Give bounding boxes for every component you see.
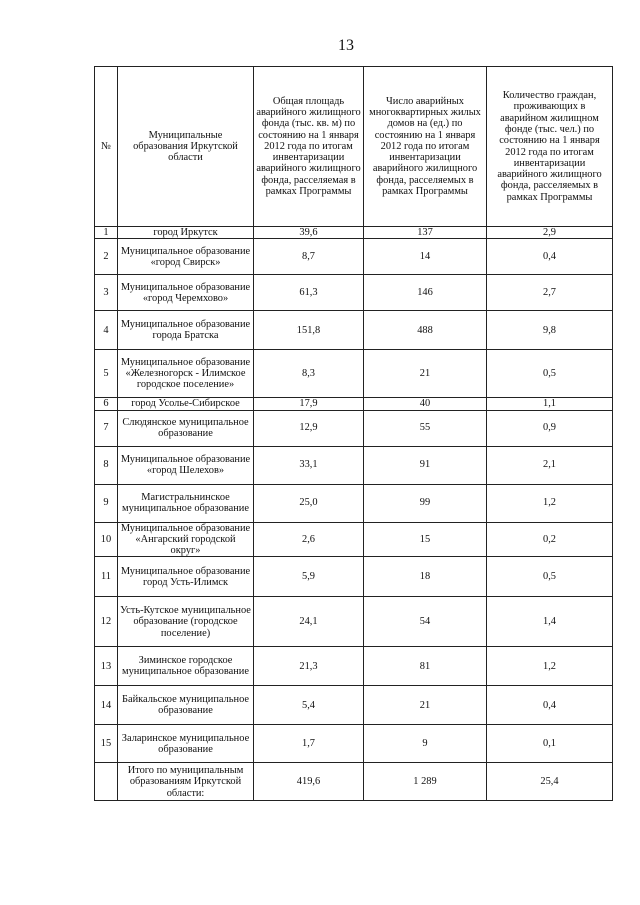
table-row <box>95 686 613 725</box>
header-number: № <box>95 67 118 227</box>
row-houses: 146 <box>364 275 487 311</box>
row-area: 5,4 <box>254 686 364 725</box>
row-area: 5,9 <box>254 557 364 597</box>
row-municipality: Муниципальное образование город Усть-Илимск <box>118 557 254 597</box>
row-number: 11 <box>95 557 118 597</box>
row-area: 33,1 <box>254 446 364 484</box>
row-municipality: город Иркутск <box>118 227 254 239</box>
table-row <box>95 410 613 446</box>
row-houses: 21 <box>364 686 487 725</box>
row-houses: 54 <box>364 597 487 647</box>
table-row <box>95 484 613 522</box>
row-houses: 9 <box>364 725 487 763</box>
row-area: 8,3 <box>254 350 364 398</box>
row-municipality: Муниципальное образование «Ангарский городской округ» <box>118 522 254 557</box>
row-houses: 99 <box>364 484 487 522</box>
table-row <box>95 239 613 275</box>
header-area: Общая площадь аварийного жилищного фонда (тыс. кв. м) по состоянию на 1 января 2012 года по итогам инвентаризации аварийного жилищного фонда, расселяемая в рамках Программы <box>254 67 364 227</box>
row-people: 1,2 <box>487 647 613 686</box>
total-houses: 1 289 <box>364 763 487 801</box>
row-people: 2,1 <box>487 446 613 484</box>
row-municipality: Муниципальное образование «Железногорск - Илимское городское поселение» <box>118 350 254 398</box>
row-houses: 14 <box>364 239 487 275</box>
row-people: 2,9 <box>487 227 613 239</box>
row-area: 1,7 <box>254 725 364 763</box>
row-houses: 137 <box>364 227 487 239</box>
header-houses: Число аварийных многоквартирных жилых домов на (ед.) по состоянию на 1 января 2012 года по итогам инвентаризации аварийного жилищного фонда, расселяемых в рамках Программы <box>364 67 487 227</box>
row-number: 1 <box>95 227 118 239</box>
row-area: 2,6 <box>254 522 364 557</box>
emergency-housing-table <box>94 66 613 801</box>
row-number: 3 <box>95 275 118 311</box>
header-people: Количество граждан, проживающих в аварийном жилищном фонде (тыс. чел.) по состоянию на 1 января 2012 года по итогам инвентаризации аварийного жилищного фонда, расселяемых в рамках Программы <box>487 67 613 227</box>
row-number: 4 <box>95 311 118 350</box>
row-houses: 81 <box>364 647 487 686</box>
table-row <box>95 446 613 484</box>
table-row <box>95 350 613 398</box>
table-row <box>95 597 613 647</box>
row-people: 0,9 <box>487 410 613 446</box>
table-row <box>95 725 613 763</box>
row-municipality: Усть-Кутское муниципальное образование (городское поселение) <box>118 597 254 647</box>
total-label: Итого по муниципальным образованиям Иркутской области: <box>118 763 254 801</box>
row-people: 0,1 <box>487 725 613 763</box>
row-number: 5 <box>95 350 118 398</box>
row-people: 1,4 <box>487 597 613 647</box>
row-people: 9,8 <box>487 311 613 350</box>
table-row <box>95 647 613 686</box>
row-area: 151,8 <box>254 311 364 350</box>
row-number: 9 <box>95 484 118 522</box>
table-total-row <box>95 763 613 801</box>
row-municipality: Муниципальное образование города Братска <box>118 311 254 350</box>
row-area: 61,3 <box>254 275 364 311</box>
row-area: 25,0 <box>254 484 364 522</box>
row-houses: 488 <box>364 311 487 350</box>
table-row <box>95 522 613 557</box>
total-area: 419,6 <box>254 763 364 801</box>
row-houses: 91 <box>364 446 487 484</box>
table-row <box>95 398 613 410</box>
row-number: 8 <box>95 446 118 484</box>
row-number: 12 <box>95 597 118 647</box>
row-number: 7 <box>95 410 118 446</box>
table-row <box>95 557 613 597</box>
row-people: 1,1 <box>487 398 613 410</box>
row-people: 0,4 <box>487 239 613 275</box>
row-municipality: город Усолье-Сибирское <box>118 398 254 410</box>
row-houses: 40 <box>364 398 487 410</box>
row-area: 17,9 <box>254 398 364 410</box>
row-number: 14 <box>95 686 118 725</box>
row-people: 0,4 <box>487 686 613 725</box>
row-municipality: Муниципальное образование «город Черемхово» <box>118 275 254 311</box>
row-number: 6 <box>95 398 118 410</box>
row-area: 24,1 <box>254 597 364 647</box>
row-municipality: Зиминское городское муниципальное образование <box>118 647 254 686</box>
table-row <box>95 275 613 311</box>
table-row <box>95 227 613 239</box>
row-number: 13 <box>95 647 118 686</box>
table-header-row <box>95 67 613 227</box>
row-area: 12,9 <box>254 410 364 446</box>
header-municipality: Муниципальные образования Иркутской области <box>118 67 254 227</box>
row-houses: 15 <box>364 522 487 557</box>
row-people: 0,5 <box>487 350 613 398</box>
row-municipality: Магистральнинское муниципальное образование <box>118 484 254 522</box>
row-houses: 21 <box>364 350 487 398</box>
row-municipality: Заларинское муниципальное образование <box>118 725 254 763</box>
row-people: 0,2 <box>487 522 613 557</box>
row-number: 15 <box>95 725 118 763</box>
row-people: 0,5 <box>487 557 613 597</box>
row-houses: 18 <box>364 557 487 597</box>
row-area: 21,3 <box>254 647 364 686</box>
row-houses: 55 <box>364 410 487 446</box>
row-municipality: Слюдянское муниципальное образование <box>118 410 254 446</box>
row-area: 8,7 <box>254 239 364 275</box>
row-municipality: Байкальское муниципальное образование <box>118 686 254 725</box>
total-number <box>95 763 118 801</box>
row-number: 2 <box>95 239 118 275</box>
row-people: 1,2 <box>487 484 613 522</box>
row-number: 10 <box>95 522 118 557</box>
row-municipality: Муниципальное образование «город Шелехов» <box>118 446 254 484</box>
total-people: 25,4 <box>487 763 613 801</box>
table-row <box>95 311 613 350</box>
row-area: 39,6 <box>254 227 364 239</box>
row-people: 2,7 <box>487 275 613 311</box>
row-municipality: Муниципальное образование «город Свирск» <box>118 239 254 275</box>
page-number: 13 <box>338 37 354 54</box>
